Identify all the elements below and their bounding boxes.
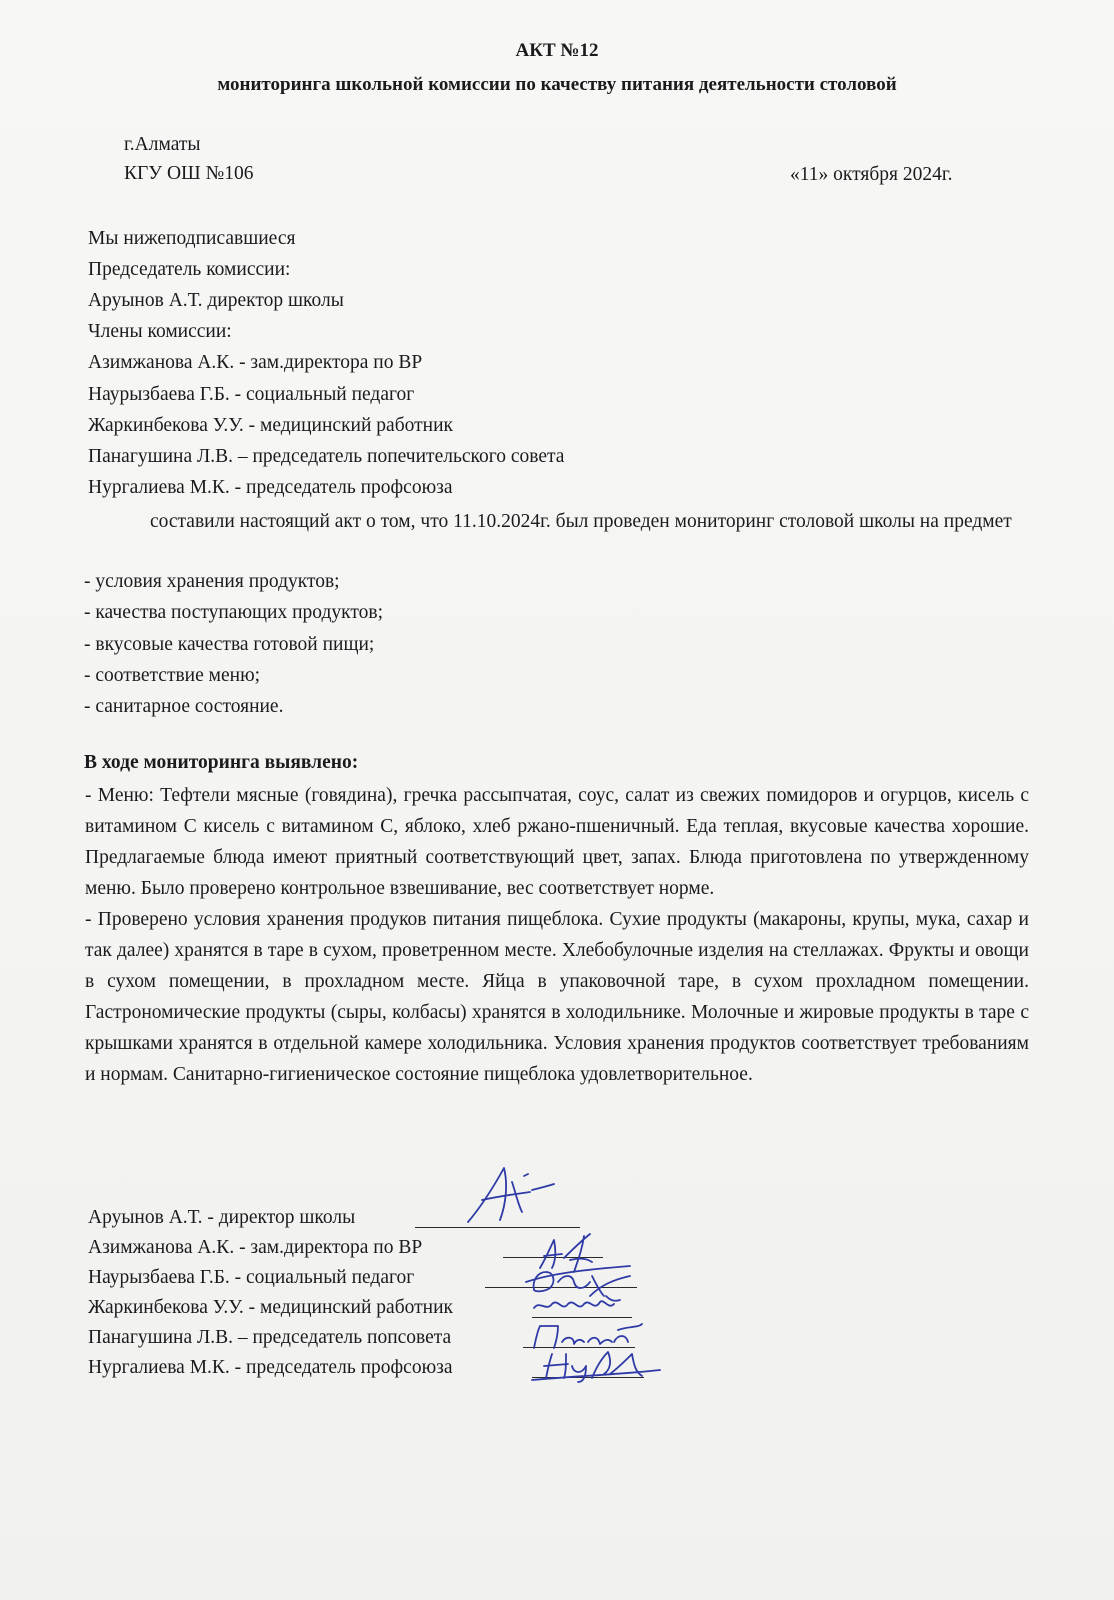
signature-name: Аруынов А.Т. - директор школы	[88, 1207, 356, 1228]
signature-name: Панагушина Л.В. – председатель попсовета	[88, 1327, 452, 1348]
findings-body	[85, 780, 1029, 1090]
findings-menu-paragraph: - Меню: Тефтели мясные (говядина), гречка рассыпчатая, соус, салат из свежих помидоров и огурцов, кисель с витамином С кисель с витамином С, яблоко, хлеб ржано-пшеничный. Еда теплая, вкусовые качества хорошие. Предлагаемые блюда имеют приятный соответствующий цвет, запах. Блюда приготовлена по утвержденному меню. Было проверено контрольное взвешивание, вес соответствует норме.	[85, 785, 1029, 899]
subject-item: - вкусовые качества готовой пищи;	[84, 634, 375, 655]
findings-storage-paragraph: - Проверено условия хранения продуков питания пищеблока. Сухие продукты (макароны, крупы, мука, сахар и так далее) хранятся в таре в сухом, проветренном месте. Хлебобулочные изделия на стеллажах. Фрукты и овощи в сухом помещении, в прохладном месте. Яйца в упаковочной таре, в сухом прохладном помещении. Гастрономические продукты (сыры, колбасы) хранятся в холодильнике. Молочные и жировые продукты в таре с крышками хранятся в отдельной камере холодильника. Условия хранения продуктов соответствует требованиям и нормам. Санитарно-гигиеническое состояние пищеблока удовлетворительное.	[85, 909, 1029, 1085]
signature-name: Жаркинбекова У.У. - медицинский работник	[88, 1297, 453, 1318]
member-line: Азимжанова А.К. - зам.директора по ВР	[88, 352, 423, 373]
member-line: Нургалиева М.К. - председатель профсоюза	[88, 477, 453, 498]
subject-item: - условия хранения продуктов;	[84, 571, 340, 592]
act-date: «11» октября 2024г.	[790, 164, 953, 185]
act-subtitle: мониторинга школьной комиссии по качеству питания деятельности столовой	[217, 74, 897, 95]
signature-name: Наурызбаева Г.Б. - социальный педагог	[88, 1267, 415, 1288]
member-line: Наурызбаева Г.Б. - социальный педагог	[88, 384, 415, 405]
commission-intro: Мы нижеподписавшиеся	[88, 228, 296, 249]
statement-paragraph	[85, 506, 1029, 537]
member-line: Панагушина Л.В. – председатель попечительского совета	[88, 446, 565, 467]
chair-name: Аруынов А.Т. директор школы	[88, 290, 344, 311]
findings-heading: В ходе мониторинга выявлено:	[84, 752, 359, 773]
subject-item: - соответствие меню;	[84, 665, 261, 686]
subject-item: - качества поступающих продуктов;	[84, 602, 384, 623]
signature-name: Азимжанова А.К. - зам.директора по ВР	[88, 1237, 423, 1258]
member-line: Жаркинбекова У.У. - медицинский работник	[88, 415, 453, 436]
city: г.Алматы	[124, 134, 201, 155]
handwritten-signature-director	[460, 1160, 560, 1230]
statement-text: составили настоящий акт о том, что 11.10.2024г. был проведен мониторинг столовой школы на предмет	[150, 511, 1012, 532]
handwritten-signature-union-chair	[526, 1348, 666, 1384]
signature-name: Нургалиева М.К. - председатель профсоюза	[88, 1357, 453, 1378]
members-label: Члены комиссии:	[88, 321, 232, 342]
subject-item: - санитарное состояние.	[84, 696, 284, 717]
organization: КГУ ОШ №106	[124, 163, 254, 184]
chair-label: Председатель комиссии:	[88, 259, 291, 280]
act-title: АКТ №12	[515, 40, 599, 61]
handwritten-signature-medical-worker	[528, 1290, 638, 1320]
